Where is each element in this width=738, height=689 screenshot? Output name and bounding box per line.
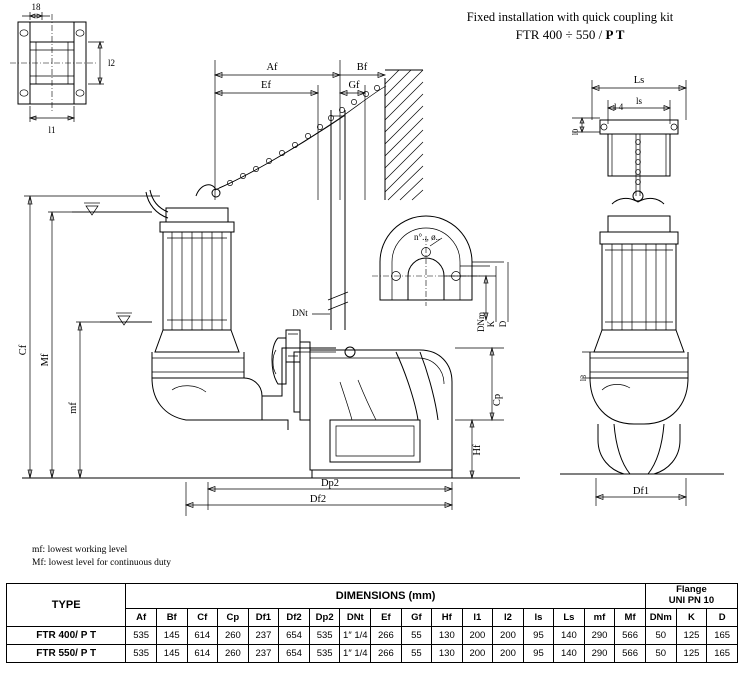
header-type: TYPE xyxy=(7,584,126,627)
label-ls-inner: ls xyxy=(635,96,643,106)
note-Mf: Mf: lowest level for continuous duty xyxy=(32,557,172,568)
cell-0-mf-big: 566 xyxy=(615,626,646,644)
cell-0-ef: 266 xyxy=(371,626,402,644)
label-gf: Gf xyxy=(348,80,360,91)
cell-0-d: 165 xyxy=(707,626,738,644)
cell-0-dnt: 1″ 1/4 xyxy=(340,626,371,644)
col-cf: Cf xyxy=(187,608,218,626)
header-flange-line2: UNI PN 10 xyxy=(668,594,715,606)
cell-0-ls-big: 140 xyxy=(554,626,585,644)
cell-1-bf: 145 xyxy=(156,644,187,662)
label-l3: l3 xyxy=(579,374,588,382)
row-type-1: FTR 550/ P T xyxy=(7,644,126,662)
label-18: 18 xyxy=(31,2,41,12)
label-l2: l2 xyxy=(108,58,116,68)
cell-0-dp2: 535 xyxy=(309,626,340,644)
label-l4: l 4 xyxy=(614,102,624,112)
cell-1-cp: 260 xyxy=(218,644,249,662)
cell-0-dnm: 50 xyxy=(645,626,676,644)
cell-1-d: 165 xyxy=(707,644,738,662)
col-dnt: DNt xyxy=(340,608,371,626)
label-ef: Ef xyxy=(261,80,271,91)
col-ls-small: ls xyxy=(523,608,553,626)
pump-body xyxy=(146,185,300,430)
cell-1-l2: 200 xyxy=(493,644,524,662)
coupling-base xyxy=(272,330,452,478)
label-df1: Df1 xyxy=(632,486,650,497)
cell-0-df1: 237 xyxy=(248,626,279,644)
col-bf: Bf xyxy=(156,608,187,626)
col-af: Af xyxy=(126,608,157,626)
cell-1-gf: 55 xyxy=(401,644,431,662)
side-view xyxy=(560,75,724,506)
header-flange-line1: Flange xyxy=(676,584,707,595)
label-k: K xyxy=(486,320,496,328)
table-row xyxy=(7,644,738,662)
cell-1-df1: 237 xyxy=(248,644,279,662)
lifting-chain xyxy=(215,85,386,190)
title-line-1: Fixed installation with quick coupling kit xyxy=(466,10,674,24)
table-row xyxy=(7,626,738,644)
label-cf: Cf xyxy=(18,344,29,356)
cell-1-af: 535 xyxy=(126,644,157,662)
label-l0: l0 xyxy=(571,128,580,136)
cell-0-l1: 200 xyxy=(462,626,493,644)
water-levels xyxy=(72,203,152,325)
col-dp2: Dp2 xyxy=(309,608,340,626)
label-df2: Df2 xyxy=(309,494,327,505)
col-l1: l1 xyxy=(462,608,493,626)
label-holes: n°.., ø.. xyxy=(414,232,441,242)
cell-1-df2: 654 xyxy=(279,644,310,662)
cell-1-ls-big: 140 xyxy=(554,644,585,662)
label-ls-upper: Ls xyxy=(633,75,645,86)
level-notes xyxy=(32,544,171,570)
col-cp: Cp xyxy=(218,608,249,626)
cell-0-bf: 145 xyxy=(156,626,187,644)
dimensions-table xyxy=(6,583,738,663)
cell-0-af: 535 xyxy=(126,626,157,644)
col-mf-big: Mf xyxy=(615,608,646,626)
cell-0-mf-small: 290 xyxy=(584,626,615,644)
cell-1-l1: 200 xyxy=(462,644,493,662)
right-vertical-dimensions xyxy=(455,348,504,478)
cell-1-dnt: 1″ 1/4 xyxy=(340,644,371,662)
guide-rail xyxy=(328,110,348,330)
cell-1-ls-small: 95 xyxy=(523,644,553,662)
note-mf: mf: lowest working level xyxy=(32,545,128,555)
header-dimensions: DIMENSIONS (mm) xyxy=(126,584,646,609)
cell-0-cp: 260 xyxy=(218,626,249,644)
flange-detail-view xyxy=(10,2,115,135)
wall-hatch xyxy=(385,70,423,200)
cell-0-k: 125 xyxy=(676,626,707,644)
cell-1-mf-big: 566 xyxy=(615,644,646,662)
label-af: Af xyxy=(266,62,278,73)
label-dnt: DNt xyxy=(292,308,308,318)
col-k: K xyxy=(676,608,707,626)
col-ef: Ef xyxy=(371,608,402,626)
col-df1: Df1 xyxy=(248,608,279,626)
cell-1-cf: 614 xyxy=(187,644,218,662)
label-mf-lower: mf xyxy=(68,402,79,414)
label-bf: Bf xyxy=(356,62,368,73)
col-dnm: DNm xyxy=(645,608,676,626)
dnt-callout xyxy=(292,308,330,318)
col-gf: Gf xyxy=(401,608,431,626)
title-pt: P T xyxy=(605,27,625,43)
cell-1-k: 125 xyxy=(676,644,707,662)
left-dimensions xyxy=(18,196,160,478)
col-hf: Hf xyxy=(432,608,463,626)
cell-0-df2: 654 xyxy=(279,626,310,644)
label-l1: l1 xyxy=(48,125,56,135)
header-flange xyxy=(645,584,737,609)
side-chain xyxy=(633,134,643,201)
label-cp: Cp xyxy=(492,393,503,407)
cell-0-gf: 55 xyxy=(401,626,431,644)
cell-1-mf-small: 290 xyxy=(584,644,615,662)
label-d: D xyxy=(498,320,508,328)
side-base xyxy=(598,424,684,474)
col-df2: Df2 xyxy=(279,608,310,626)
cell-0-ls-small: 95 xyxy=(523,626,553,644)
label-dp2: Dp2 xyxy=(320,478,340,489)
cell-0-hf: 130 xyxy=(432,626,463,644)
col-ls-big: Ls xyxy=(554,608,585,626)
bottom-dimensions xyxy=(186,478,452,516)
front-view xyxy=(18,60,520,516)
side-pump-body xyxy=(590,198,688,424)
cell-1-ef: 266 xyxy=(371,644,402,662)
cell-1-dnm: 50 xyxy=(645,644,676,662)
cell-0-l2: 200 xyxy=(493,626,524,644)
label-mf-upper: Mf xyxy=(40,353,51,367)
col-mf-small: mf xyxy=(584,608,615,626)
label-dnm: DNm xyxy=(476,312,486,332)
col-l2: l2 xyxy=(493,608,524,626)
flange-bolt-circle-detail xyxy=(372,216,508,332)
cell-1-dp2: 535 xyxy=(309,644,340,662)
top-dimensions xyxy=(215,60,385,200)
cell-1-hf: 130 xyxy=(432,644,463,662)
col-d: D xyxy=(707,608,738,626)
cell-0-cf: 614 xyxy=(187,626,218,644)
table-header-row-1 xyxy=(7,584,738,609)
label-hf: Hf xyxy=(472,444,483,456)
row-type-0: FTR 400/ P T xyxy=(7,626,126,644)
title-model: FTR 400 ÷ 550 / xyxy=(515,27,606,43)
